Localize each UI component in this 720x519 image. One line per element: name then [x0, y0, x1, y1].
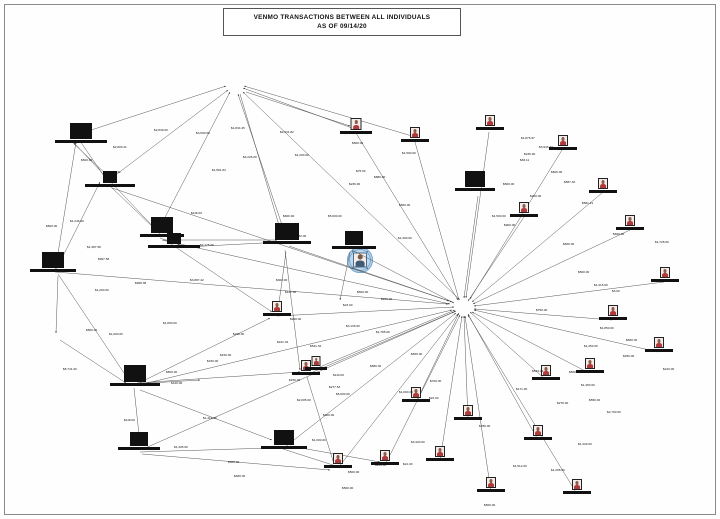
edge-amount-label: $5,600.00 [336, 392, 350, 396]
edge-amount-label: $150.00 [170, 244, 182, 248]
edge-amount-label: $110.00 [333, 373, 344, 377]
node-n24[interactable] [524, 426, 552, 440]
node-n6[interactable] [263, 222, 311, 244]
node-n3[interactable] [30, 250, 76, 272]
node-n13[interactable] [401, 127, 429, 142]
edge-amount-label: $1,876.57 [521, 136, 535, 140]
edge-amount-label: $118.00 [124, 418, 135, 422]
edge-amount-label: $200.00 [530, 194, 542, 198]
edge-amount-label: $580.00 [370, 364, 382, 368]
edge-amount-label: $22.00 [429, 396, 439, 400]
chart-title-line1: VENMO TRANSACTIONS BETWEEN ALL INDIVIDUALS [253, 14, 431, 21]
edge-amount-label: $150.00 [289, 378, 301, 382]
edge-amount-label: $2,631.82 [280, 130, 294, 134]
node-n9[interactable] [110, 364, 160, 386]
edge-amount-label: $150.00 [220, 353, 232, 357]
edge-amount-label: $1,581.84 [212, 168, 226, 172]
edge-amount-label: $1,785.00 [376, 330, 390, 334]
edge-amount-label: $500.00 [484, 503, 496, 507]
edge-amount-label: $1,834.45 [231, 126, 245, 130]
edge-amount-label: $1,500.00 [492, 214, 506, 218]
edge-amount-label: $1,850.00 [600, 326, 614, 330]
edge-amount-label: $1,415.00 [594, 283, 608, 287]
edge-amount-label: $83.11 [520, 158, 530, 162]
node-n12[interactable] [340, 118, 372, 134]
edge-amount-label: $1,305.00 [174, 445, 188, 449]
edge-amount-label: $300.00 [276, 278, 288, 282]
node-n20[interactable] [599, 306, 627, 320]
edge-amount-label: $500.00 [228, 460, 240, 464]
edge-amount-label: $500.00 [81, 158, 93, 162]
edge-amount-label: $1,728.00 [655, 240, 669, 244]
node-n30[interactable] [454, 406, 482, 420]
edge-amount-label: $880.00 [374, 175, 386, 179]
edge-amount-label: $1,414.66 [203, 416, 217, 420]
edge-amount-label: $533.00 [532, 369, 544, 373]
edge-amount-label: $2,839.00 [154, 128, 168, 132]
node-n27[interactable] [426, 447, 454, 461]
edge-amount-label: $3,887.42 [190, 278, 204, 282]
edge-amount-label: $2,700.00 [607, 410, 621, 414]
edge-amount-label: $550.00 [589, 398, 601, 402]
edge-amount-label: $882.00 [295, 234, 307, 238]
edge-amount-label: $900.00 [504, 223, 516, 227]
node-n19[interactable] [651, 268, 679, 282]
edge-amount-label: $3,500.00 [196, 131, 210, 135]
edge-amount-label: $1,000.00 [109, 332, 123, 336]
edge-amount-label: $500.00 [342, 486, 354, 490]
edge-amount-label: $270.00 [557, 401, 569, 405]
edge-amount-label: $120.00 [171, 381, 183, 385]
edge-amount-label: $161.33 [277, 340, 289, 344]
edge-amount-label: $75.00 [356, 169, 366, 173]
edge-amount-label: $600.00 [283, 214, 295, 218]
node-n18[interactable] [616, 216, 644, 230]
chart-title-line2: AS OF 09/14/20 [317, 23, 367, 30]
edge-amount-label: $1,000.00 [312, 438, 326, 442]
edge-amount-label: $1,429.00 [578, 442, 592, 446]
edge-amount-label: $1,208.00 [551, 468, 565, 472]
edge-amount-label: $5,741.00 [63, 367, 77, 371]
node-n33[interactable] [263, 302, 291, 316]
edge-amount-label: $1,512.00 [513, 464, 527, 468]
node-n21[interactable] [645, 338, 673, 352]
edge-amount-label: $250.00 [375, 463, 387, 467]
edge-amount-label: $500.00 [166, 370, 178, 374]
edge-amount-label: $1,387.58 [87, 245, 101, 249]
edge-amount-label: $290.00 [290, 317, 302, 321]
edge-amount-label: $500.00 [46, 224, 58, 228]
edge-amount-label: $150.00 [207, 359, 219, 363]
edge-amount-label: $236.00 [349, 182, 361, 186]
edge-amount-label: $650.00 [399, 203, 411, 207]
node-n15[interactable] [549, 136, 577, 150]
edge-amount-label: $480.00 [234, 474, 246, 478]
edge-amount-label: $1,000.00 [399, 390, 413, 394]
edge-amount-label: $210.00 [663, 367, 675, 371]
edge-amount-label: $3.00 [612, 289, 620, 293]
node-n16[interactable] [589, 179, 617, 193]
node-n10[interactable] [118, 430, 160, 450]
chart-title-box [223, 8, 461, 36]
edge-amount-label: $4,225.00 [243, 155, 257, 159]
edge-amount-label: $21.00 [403, 462, 413, 466]
edge-amount-label: $1,800.00 [163, 321, 177, 325]
edge-amount-label: $500.00 [411, 352, 423, 356]
edge-amount-label: $3,136.00 [346, 324, 360, 328]
edge-amount-label: $581.21 [582, 201, 594, 205]
edge-amount-label: $500.00 [563, 242, 575, 246]
edge-amount-label: $2,173.91 [107, 170, 121, 174]
node-n29[interactable] [324, 454, 352, 468]
edge-amount-label: $5,000.00 [328, 214, 342, 218]
edge-amount-label: $300.00 [323, 413, 335, 417]
edge-amount-label: $1,200.00 [295, 153, 309, 157]
edge-amount-label: $1,500.00 [402, 151, 416, 155]
edge-amount-label: $660.00 [613, 232, 625, 236]
edge-amount-label: $245.00 [524, 152, 536, 156]
edge-amount-label: $2,803.21 [113, 145, 127, 149]
edge-amount-label: $228.00 [233, 332, 245, 336]
edge-amount-label: $127.00 [285, 290, 297, 294]
edge-amount-label: $1,200.00 [95, 288, 109, 292]
edge-amount-label: $116.00 [191, 211, 202, 215]
node-n22[interactable] [576, 359, 604, 373]
edge-amount-label: $200.00 [381, 297, 393, 301]
edge-amount-label: $500.00 [357, 290, 369, 294]
edge-amount-label: $3,420.00 [411, 440, 425, 444]
edge-amount-label: $500.00 [551, 170, 563, 174]
edge-amount-label: $587.46 [564, 180, 576, 184]
node-n7[interactable] [332, 229, 376, 249]
edge-amount-label: $500.00 [578, 270, 590, 274]
edge-amount-label: $968.38 [135, 281, 147, 285]
node-n26[interactable] [477, 478, 505, 492]
edge-amount-label: $450.00 [623, 354, 635, 358]
edge-amount-label: $1,300.00 [398, 236, 412, 240]
node-n8[interactable] [455, 169, 495, 191]
edge-amount-label: $3,943.37 [539, 145, 553, 149]
edge-amount-label: $780.00 [479, 424, 491, 428]
edge-amount-label: $2,005.00 [297, 398, 311, 402]
edge-amount-label: $660.00 [626, 338, 638, 342]
edge-amount-label: $541.32 [310, 344, 322, 348]
edge-amount-label: $997.58 [98, 257, 110, 261]
edge-amount-label: $500.00 [569, 370, 581, 374]
edge-amount-label: $1,246.00 [70, 219, 84, 223]
edge-amount-label: $500.00 [503, 182, 515, 186]
edge-amount-label: $700.00 [430, 379, 442, 383]
node-n17[interactable] [510, 203, 538, 217]
edge-amount-label: $171.00 [516, 387, 528, 391]
edge-amount-label: $750.00 [536, 308, 548, 312]
edge-amount-label: $500.00 [352, 141, 364, 145]
edge-amount-label: $500.00 [86, 328, 98, 332]
node-n34[interactable] [305, 358, 327, 370]
edge-amount-label: $23.00 [343, 303, 353, 307]
edge-amount-label: $1,450.00 [581, 383, 595, 387]
node-n25[interactable] [563, 480, 591, 494]
edge-amount-label: $4,175.00 [200, 243, 214, 247]
edge-amount-label: $277.53 [329, 385, 341, 389]
node-n1[interactable] [55, 121, 107, 143]
edge-amount-label: $500.00 [348, 470, 360, 474]
node-n11[interactable] [261, 429, 307, 449]
node-n14[interactable] [476, 115, 504, 130]
edge-amount-label: $1,450.00 [584, 344, 598, 348]
